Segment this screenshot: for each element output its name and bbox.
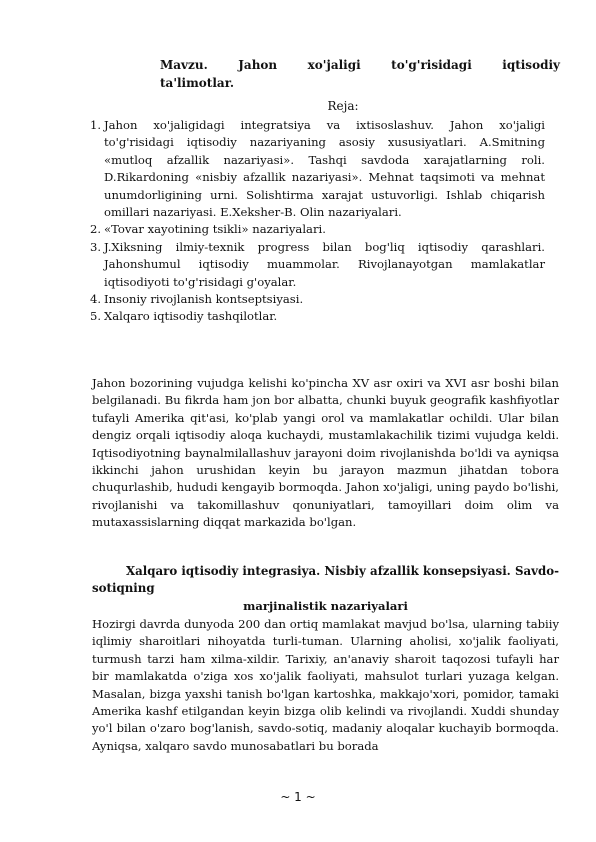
plan-item-text: Xalqaro iqtisodiy tashqilotlar. (104, 309, 278, 324)
plan-item-number: 1. (90, 118, 102, 132)
plan-heading: Reja: (327, 99, 359, 113)
plan-item (90, 291, 545, 308)
plan-item (90, 308, 545, 325)
plan-item-number: 4. (90, 292, 102, 307)
section-heading: Xalqaro iqtisodiy integrasiya. Nisbiy afzallik konsepsiyasi. Savdo-sotiqning (92, 564, 559, 596)
plan-item-text: «Tovar xayotining tsikli» nazariyalari. (104, 222, 326, 237)
plan-item (90, 221, 545, 238)
plan-item-number: 3. (90, 239, 102, 254)
topic-title-line-2: ta'limotlar. (160, 76, 235, 90)
plan-list (90, 117, 545, 326)
section-subheading: marjinalistik nazariyalari (243, 599, 408, 613)
body-paragraph: Hozirgi davrda dunyoda 200 dan ortiq mamlakat mavjud bo'lsa, ularning tabiiy iqlimiy sharoitlari nihoyatda turli-tuman. Ularning aholisi, xo'jalik faoliyati, turmush tarzi ham xilma-xildir. Tarixiy, an'anaviy sharoit taqozosi tufayli har bir mamlakatda o'ziga xos xo'jalik faoliyati, mahsulot turlari yuzaga kelgan. Masalan, bizga yaxshi tanish bo'lgan kartoshka, makkajo'xori, pomidor, tamaki Amerika kashf etilgandan keyin bizga olib kelindi va rivojlandi. Xuddi shunday yo'l bilan o'zaro bog'lanish, savdo-sotiq, madaniy aloqalar kuchayib bormoqda. Ayniqsa, xalqaro savdo munosabatlari bu borada (92, 617, 559, 753)
plan-item (90, 117, 545, 221)
plan-item-text: Insoniy rivojlanish kontseptsiyasi. (104, 292, 304, 307)
plan-item-number: 5. (90, 309, 102, 324)
intro-paragraph: Jahon bozorining vujudga kelishi ko'pincha XV asr oxiri va XVI asr boshi bilan belgilanadi. Bu fikrda ham jon bor albatta, chunki buyuk geografik kashfiyotlar tufayli Amerika qit'asi, ko'plab yangi orol va mamlakatlar ochildi. Ular bilan dengiz orqali iqtisodiy aloqa kuchaydi, mustamlakachilik tizimi vujudga keldi. Iqtisodiyotning baynalmilallashuv jarayoni doim rivojlanishda bo'ldi va ayniqsa ikkinchi jahon urushidan keyin bu jarayon mazmun jihatdan tobora chuqurlashib, hududi kengayib bormoqda. Jahon xo'jaligi, uning paydo bo'lishi, rivojlanishi va takomillashuv qonuniyatlari, tamoyillari doim olim va mutaxassislarning diqqat markazida bo'lgan. (92, 376, 559, 530)
topic-title-line-1: Mavzu. Jahon xo'jaligi to'g'risidagi iqtisodiy (160, 58, 560, 72)
plan-item-text: J.Xiksning ilmiy-texnik progress bilan bog'liq iqtisodiy qarashlari. Jahonshumul iqtisodiy muammolar. Rivojlanayotgan mamlakatlar iqtisodiyoti to'g'risidagi g'oyalar. (104, 239, 545, 289)
plan-item (90, 239, 545, 291)
page-number: ~ 1 ~ (280, 790, 316, 804)
plan-item-number: 2. (90, 222, 102, 237)
plan-item-text: Jahon xo'jaligidagi integratsiya va ixtisoslashuv. Jahon xo'jaligi to'g'risidagi iqtisodiy nazariyaning asosiy xususiyatlari. A.Smitning «mutloq afzallik nazariyasi». Tashqi savdoda xarajatlarning roli. D.Rikardoning «nisbiy afzallik nazariyasi». Mehnat taqsimoti va mehnat unumdorligining urni. Solishtirma xarajat ustuvorligi. Ishlab chiqarish omillari nazariyasi. E.Xeksher-B. Olin nazariyalari. (104, 118, 545, 220)
topic-title (160, 56, 560, 92)
